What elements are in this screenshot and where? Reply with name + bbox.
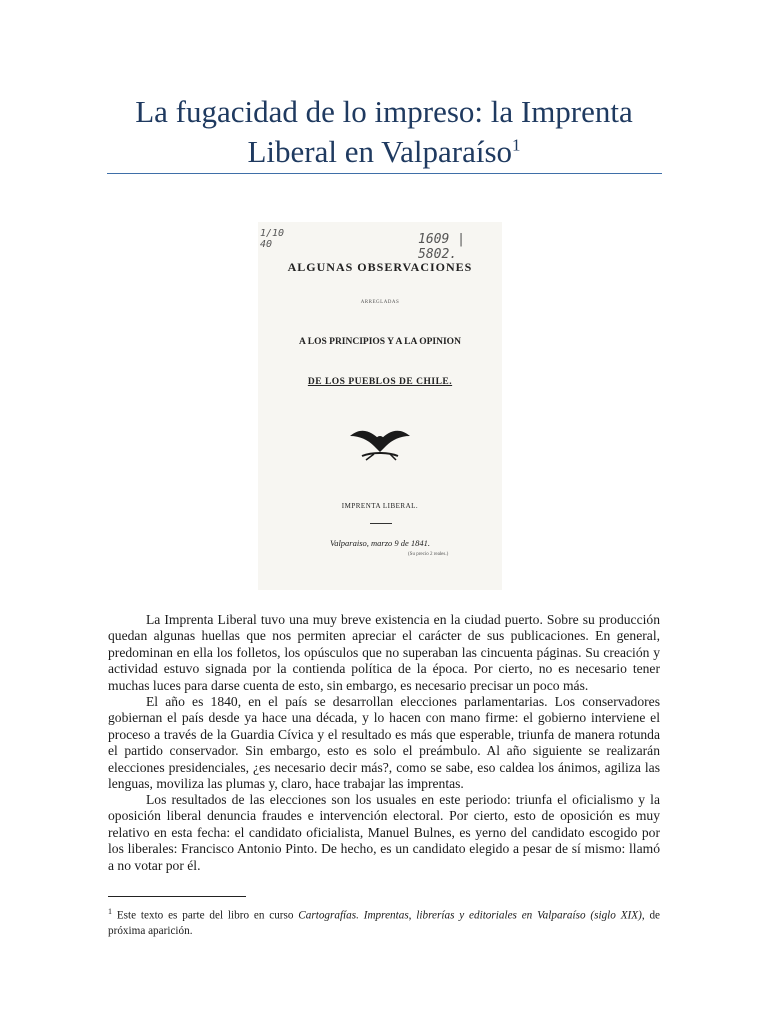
scan-price: (Su precio 2 reales.)	[408, 552, 449, 557]
body-paragraph-2: El año es 1840, en el país se desarrollan elecciones parlamentarias. Los conservadores gobiernan el país desde ya hace una década, y lo hacen con mano firme: el gobierno interviene el proceso a través de la Guardia Cívica y el resultado es más que esperable, triunfa de manera rotunda el partido conservador. Sin embargo, esto es solo el preámbulo. Al año siguiente se realizarán elecciones presidenciales, ¿es necesario decir más?, como se sabe, eso caldea los ánimos, agiliza las lenguas, moviliza las plumas y, claro, hace trabajar las imprentas.	[108, 694, 660, 792]
footnote-mark: 1	[108, 907, 112, 916]
scan-title-line-1: ALGUNAS OBSERVACIONES	[287, 260, 473, 274]
page-title	[108, 92, 660, 172]
scan-date: Valparaiso, marzo 9 de 1841.	[329, 538, 431, 548]
scan-title-line-3: A LOS PRINCIPIOS Y A LA OPINION	[299, 337, 461, 347]
eagle-emblem-icon	[346, 422, 414, 466]
scan-title-line-4: DE LOS PUEBLOS DE CHILE.	[307, 377, 453, 387]
body-paragraph-1: La Imprenta Liberal tuvo una muy breve existencia en la ciudad puerto. Sobre su producción quedan algunas huellas que nos permiten apreciar el carácter de sus publicaciones. En general, predominan en ella los folletos, los opúsculos que no superaban las cincuenta páginas. Su creación y actividad estuvo signada por la contienda política de la época. Por cierto, no es necesario tener muchas luces para darse cuenta de esto, sin embargo, es necesario precisar un poco más.	[108, 612, 660, 693]
title-line-1: La fugacidad de lo impreso: la Imprenta	[135, 94, 633, 129]
footnote-divider	[108, 896, 246, 897]
footnote: $^1$ Este texto es parte del libro en curso Cartografías. Imprentas, librerías y editoriales en Valparaíso (siglo XIX), de próxima aparición.	[108, 907, 661, 937]
title-footnote-mark[interactable]: 1	[512, 135, 521, 155]
scan-title-line-2: ARREGLADAS	[360, 300, 400, 305]
handwritten-note-left: 1/10 40	[260, 228, 285, 250]
title-line-2: Liberal en Valparaíso	[247, 134, 513, 169]
scan-printer: IMPRENTA LIBERAL.	[341, 502, 419, 510]
handwritten-note-right: 1609 | 5802.	[418, 232, 465, 262]
body-paragraph-3: Los resultados de las elecciones son los usuales en este periodo: triunfa el oficialismo y la oposición liberal denuncia fraudes e intervención electoral. Por cierto, esto de oposición es muy relativo en esta fecha: el candidato oficialista, Manuel Bulnes, es yerno del candidato escogido por los liberales: Francisco Antonio Pinto. De hecho, es un candidato elegido a pesar de sí mismo: llamó a no votar por él.	[108, 792, 660, 873]
scanned-title-page	[258, 222, 502, 590]
scan-divider	[370, 523, 392, 524]
title-divider	[107, 173, 662, 174]
book-title: Cartografías. Imprentas, librerías y editoriales en Valparaíso (siglo XIX)	[298, 909, 642, 922]
